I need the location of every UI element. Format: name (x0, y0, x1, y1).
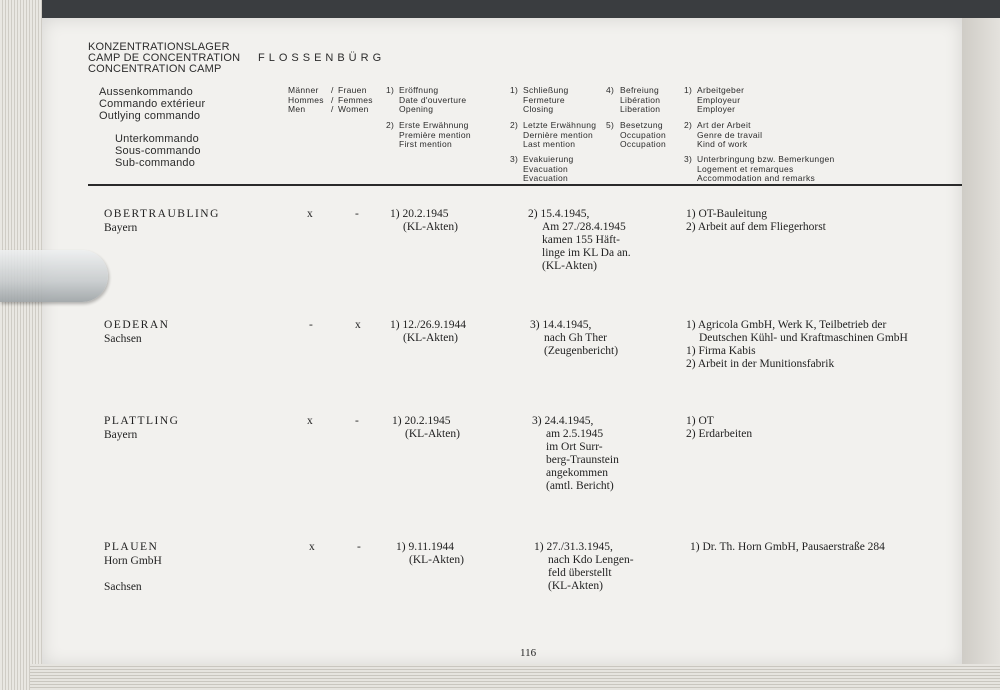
work-line: Deutschen Kühl- und Kraftmaschinen GmbH (699, 332, 908, 344)
entry-men: x (309, 541, 315, 553)
closing-line: (Zeugenbericht) (544, 345, 619, 357)
liberation-de: Befreiung (620, 85, 660, 95)
women-de: Frauen (338, 85, 367, 95)
header-employer-num: 1) (684, 85, 693, 95)
entry-opening (390, 208, 458, 234)
aussenkommando-de: Aussenkommando (99, 86, 193, 98)
header-liberation-num: 4) (606, 85, 615, 95)
header-closing (523, 86, 569, 115)
entry-closing (532, 415, 619, 493)
closing-line: linge im KL Da an. (542, 247, 631, 259)
entry-closing (528, 208, 631, 273)
page-number: 116 (520, 647, 537, 659)
entry-name: PLAUEN (104, 541, 159, 553)
header-accom-num: 3) (684, 154, 693, 164)
men-de: Männer (288, 85, 319, 95)
facing-page-edge (962, 18, 1000, 666)
entry-women: - (355, 415, 359, 427)
work-line: 2) Arbeit auf dem Fliegerhorst (686, 221, 826, 233)
evac-de: Evakuierung (523, 154, 574, 164)
sep-2: / (331, 94, 334, 105)
entry-women: - (357, 541, 361, 553)
header-men (288, 86, 324, 115)
entry-region: Sachsen (104, 333, 142, 345)
closing-line: am 2.5.1945 (546, 428, 604, 440)
aussenkommando-en: Outlying commando (99, 110, 201, 122)
closing-line: im Ort Surr- (546, 441, 603, 453)
entry-men: - (309, 319, 313, 331)
page-stack-bottom-edge (30, 664, 1000, 690)
header-opening (399, 86, 466, 115)
closing-line: angekommen (546, 467, 608, 479)
region-line: Horn GmbH (104, 555, 162, 567)
header-occupation-num: 5) (606, 120, 615, 130)
opening-de: Eröffnung (399, 85, 439, 95)
work-line: 1) Dr. Th. Horn GmbH, Pausaerstraße 284 (690, 541, 885, 553)
closing-line: kamen 155 Häft- (542, 234, 620, 246)
work-de: Art der Arbeit (697, 120, 751, 130)
header-accommodation (697, 155, 835, 184)
opening-en: Opening (399, 104, 434, 114)
men-en: Men (288, 104, 306, 114)
women-en: Women (338, 104, 369, 114)
opening-line: 1) 9.11.1944 (396, 541, 455, 553)
liberation-en: Liberation (620, 104, 661, 114)
closing-line: (KL-Akten) (548, 580, 603, 592)
work-line: 1) OT (686, 415, 714, 427)
header-last-mention (523, 121, 596, 150)
opening-line: 1) 20.2.1945 (390, 208, 449, 220)
occupation-de: Besetzung (620, 120, 663, 130)
unterkommando-label (115, 133, 201, 169)
header-evacuation (523, 155, 574, 184)
entry-closing (530, 319, 618, 358)
employer-en: Employer (697, 104, 736, 114)
region-line (104, 568, 162, 581)
last-de: Letzte Erwähnung (523, 120, 597, 130)
entry-name: OEDERAN (104, 319, 170, 331)
entry-region: Bayern (104, 222, 138, 234)
opening-source: (KL-Akten) (403, 221, 458, 233)
entry-name: OBERTRAUBLING (104, 208, 220, 220)
entry-name: PLATTLING (104, 415, 180, 427)
entry-work (686, 319, 908, 371)
entry-closing (534, 541, 634, 593)
page-stack-left-edge (0, 0, 42, 690)
header-closing-num: 1) (510, 85, 519, 95)
closing-en: Closing (523, 104, 554, 114)
closing-line: berg-Traunstein (546, 454, 619, 466)
closing-line: 3) 14.4.1945, (530, 319, 592, 331)
header-work (697, 121, 762, 150)
aussenkommando-label (99, 86, 205, 122)
header-divider (88, 184, 962, 186)
evac-fr: Evacuation (523, 163, 569, 174)
bookmark-tab (0, 250, 108, 302)
entry-work (686, 415, 752, 441)
closing-line: (amtl. Bericht) (546, 480, 614, 492)
accom-fr: Logement et remarques (697, 163, 794, 174)
work-line: 1) Agricola GmbH, Werk K, Teilbetrieb der (686, 319, 887, 331)
header-opening-num: 1) (386, 85, 395, 95)
closing-fr: Fermeture (523, 94, 565, 105)
header-first-mention (399, 121, 471, 150)
accom-en: Accommodation and remarks (697, 173, 816, 183)
camp-label-de: KONZENTRATIONSLAGER (88, 41, 230, 53)
opening-source: (KL-Akten) (403, 332, 458, 344)
closing-line: (KL-Akten) (542, 260, 597, 272)
entry-opening (396, 541, 464, 567)
header-work-num: 2) (684, 120, 693, 130)
closing-line: 2) 15.4.1945, (528, 208, 590, 220)
camp-name: FLOSSENBÜRG (258, 52, 386, 64)
entry-work (686, 208, 826, 234)
liberation-fr: Libération (620, 94, 661, 105)
camp-label-fr: CAMP DE CONCENTRATION (88, 52, 241, 64)
header-gender-separator (331, 86, 334, 115)
opening-line: 1) 20.2.1945 (392, 415, 451, 427)
entry-opening (392, 415, 460, 441)
work-line: 2) Arbeit in der Munitionsfabrik (686, 358, 835, 370)
work-fr: Genre de travail (697, 129, 763, 140)
work-line: 1) Firma Kabis (686, 345, 756, 357)
unterkommando-de: Unterkommando (115, 133, 199, 145)
last-fr: Dernière mention (523, 129, 593, 140)
work-en: Kind of work (697, 139, 748, 149)
occupation-fr: Occupation (620, 129, 666, 140)
closing-de: Schließung (523, 85, 569, 95)
last-en: Last mention (523, 139, 576, 149)
entry-men: x (307, 415, 313, 427)
header-evac-num: 3) (510, 154, 519, 164)
opening-source: (KL-Akten) (409, 554, 464, 566)
accom-de: Unterbringung bzw. Bemerkungen (697, 154, 835, 164)
closing-line: 1) 27./31.3.1945, (534, 541, 613, 553)
entry-region: Bayern (104, 429, 138, 441)
first-de: Erste Erwähnung (399, 120, 469, 130)
work-line: 2) Erdarbeiten (686, 428, 753, 440)
closing-line: 3) 24.4.1945, (532, 415, 594, 427)
entry-work (690, 541, 885, 554)
opening-line: 1) 12./26.9.1944 (390, 319, 467, 331)
camp-label (88, 42, 240, 75)
entry-subcommando (104, 555, 162, 594)
employer-de: Arbeitgeber (697, 85, 745, 95)
unterkommando-fr: Sous-commando (115, 145, 201, 157)
header-liberation (620, 86, 660, 115)
sep-3: / (331, 104, 334, 114)
unterkommando-en: Sub-commando (115, 157, 196, 169)
header-occupation (620, 121, 666, 150)
region-line: Sachsen (104, 581, 142, 593)
men-fr: Hommes (288, 94, 324, 105)
header-women (338, 86, 373, 115)
entry-women: - (355, 208, 359, 220)
opening-source: (KL-Akten) (405, 428, 460, 440)
entry-women: x (355, 319, 361, 331)
first-en: First mention (399, 139, 453, 149)
entry-opening (390, 319, 466, 345)
entry-men: x (307, 208, 313, 220)
aussenkommando-fr: Commando extérieur (99, 98, 206, 110)
header-last-num: 2) (510, 120, 519, 130)
closing-line: nach Kdo Lengen- (548, 554, 634, 566)
header-first-num: 2) (386, 120, 395, 130)
women-fr: Femmes (338, 94, 373, 105)
header-employer (697, 86, 744, 115)
closing-line: feld überstellt (548, 567, 612, 579)
opening-fr: Date d'ouverture (399, 94, 467, 105)
employer-fr: Employeur (697, 94, 741, 105)
camp-label-en: CONCENTRATION CAMP (88, 63, 222, 75)
closing-line: Am 27./28.4.1945 (542, 221, 626, 233)
occupation-en: Occupation (620, 139, 666, 149)
first-fr: Première mention (399, 129, 471, 140)
work-line: 1) OT-Bauleitung (686, 208, 768, 220)
evac-en: Evacuation (523, 173, 569, 183)
closing-line: nach Gh Ther (544, 332, 608, 344)
sep-1: / (331, 85, 334, 95)
